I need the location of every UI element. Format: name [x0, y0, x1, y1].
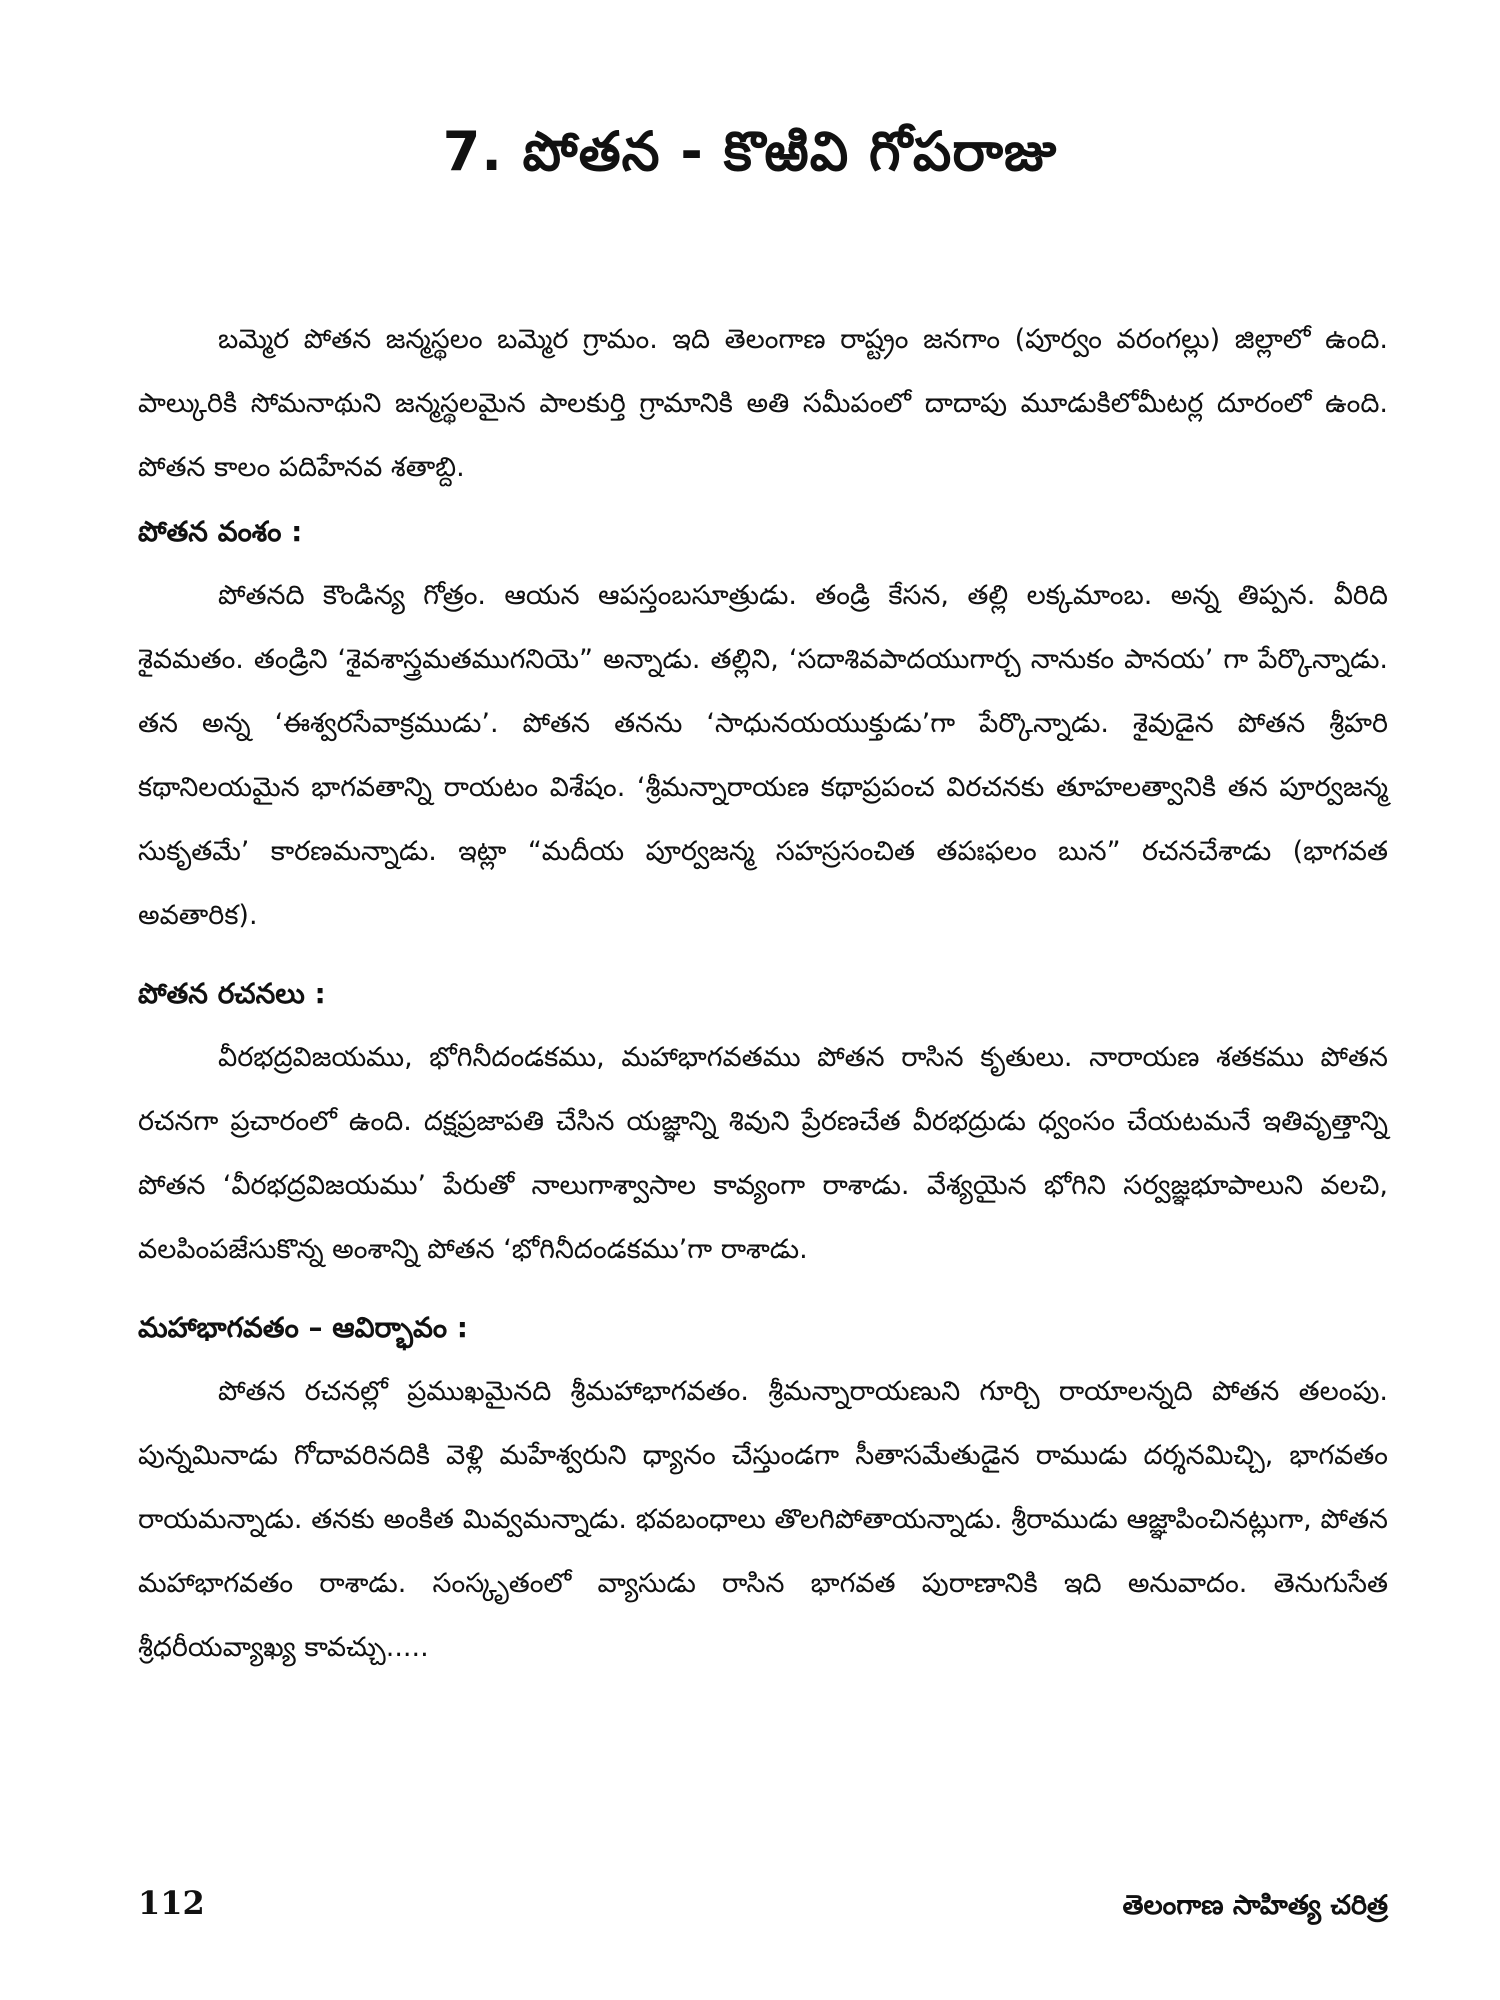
page-footer [138, 1884, 1388, 1928]
heading-bhagavatam-origin: మహాభాగవతం – ఆవిర్భావం : [138, 1311, 468, 1344]
page-number: 112 [138, 1884, 205, 1922]
heading-works: పోతన రచనలు : [138, 977, 326, 1010]
body-text [138, 308, 1388, 1680]
paragraph-lineage: పోతనది కౌండిన్య గోత్రం. ఆయన ఆపస్తంబసూత్రుడు. తండ్రి కేసన, తల్లి లక్కమాంబ. అన్న తిప్పన. వీరిది శైవమతం. తండ్రిని ‘శైవశాస్త్రమతముగనియె” అన్నాడు. తల్లిని, ‘సదాశివపాదయుగార్చ నానుకం పానయ’ గా పేర్కొన్నాడు. తన అన్న ‘ఈశ్వరసేవాక్రముడు’. పోతన తనను ‘సాధునయయుక్తుడు’గా పేర్కొన్నాడు. శైవుడైన పోతన శ్రీహరి కథానిలయమైన భాగవతాన్ని రాయటం విశేషం. ‘శ్రీమన్నారాయణ కథాప్రపంచ విరచనకు తూహలత్వానికి తన పూర్వజన్మ సుకృతమే’ కారణమన్నాడు. ఇట్లా “మదీయ పూర్వజన్మ సహస్రసంచిత తపఃఫలం బున” రచనచేశాడు (భాగవత అవతారిక). [138, 580, 1388, 931]
heading-lineage: పోతన వంశం : [138, 515, 303, 548]
running-book-title: తెలంగాణ సాహిత్య చరిత్ర [1122, 1890, 1388, 1921]
paragraph-birthplace: బమ్మెర పోతన జన్మస్థలం బమ్మెర గ్రామం. ఇది తెలంగాణ రాష్ట్రం జనగాం (పూర్వం వరంగల్లు) జిల్లాలో ఉంది. పాల్కురికి సోమనాథుని జన్మస్థలమైన పాలకుర్తి గ్రామానికి అతి సమీపంలో దాదాపు మూడుకిలోమీటర్ల దూరంలో ఉంది. పోతన కాలం పదిహేనవ శతాబ్ది. [138, 324, 1388, 483]
page-title: 7. పోతన - కొఱివి గోపరాజు [442, 120, 1058, 183]
paragraph-works: వీరభద్రవిజయము, భోగినీదండకము, మహాభాగవతము పోతన రాసిన కృతులు. నారాయణ శతకము పోతన రచనగా ప్రచారంలో ఉంది. దక్షప్రజాపతి చేసిన యజ్ఞాన్ని శివుని ప్రేరణచేత వీరభద్రుడు ధ్వంసం చేయటమనే ఇతివృత్తాన్ని పోతన ‘వీరభద్రవిజయము’ పేరుతో నాలుగాశ్వాసాల కావ్యంగా రాశాడు. వేశ్యయైన భోగిని సర్వజ్ఞభూపాలుని వలచి, వలపింపజేసుకొన్న అంశాన్ని పోతన ‘భోగినీదండకము’గా రాశాడు. [138, 1042, 1388, 1265]
paragraph-bhagavatam-origin: పోతన రచనల్లో ప్రముఖమైనది శ్రీమహాభాగవతం. శ్రీమన్నారాయణుని గూర్చి రాయాలన్నది పోతన తలంపు. పున్నమినాడు గోదావరినదికి వెళ్లి మహేశ్వరుని ధ్యానం చేస్తుండగా సీతాసమేతుడైన రాముడు దర్శనమిచ్చి, భాగవతం రాయమన్నాడు. తనకు అంకిత మివ్వమన్నాడు. భవబంధాలు తొలగిపోతాయన్నాడు. శ్రీరాముడు ఆజ్ఞాపించినట్లుగా, పోతన మహాభాగవతం రాశాడు. సంస్కృతంలో వ్యాసుడు రాసిన భాగవత పురాణానికి ఇది అనువాదం. తెనుగుసేత శ్రీధరీయవ్యాఖ్య కావచ్చు..... [138, 1376, 1388, 1663]
